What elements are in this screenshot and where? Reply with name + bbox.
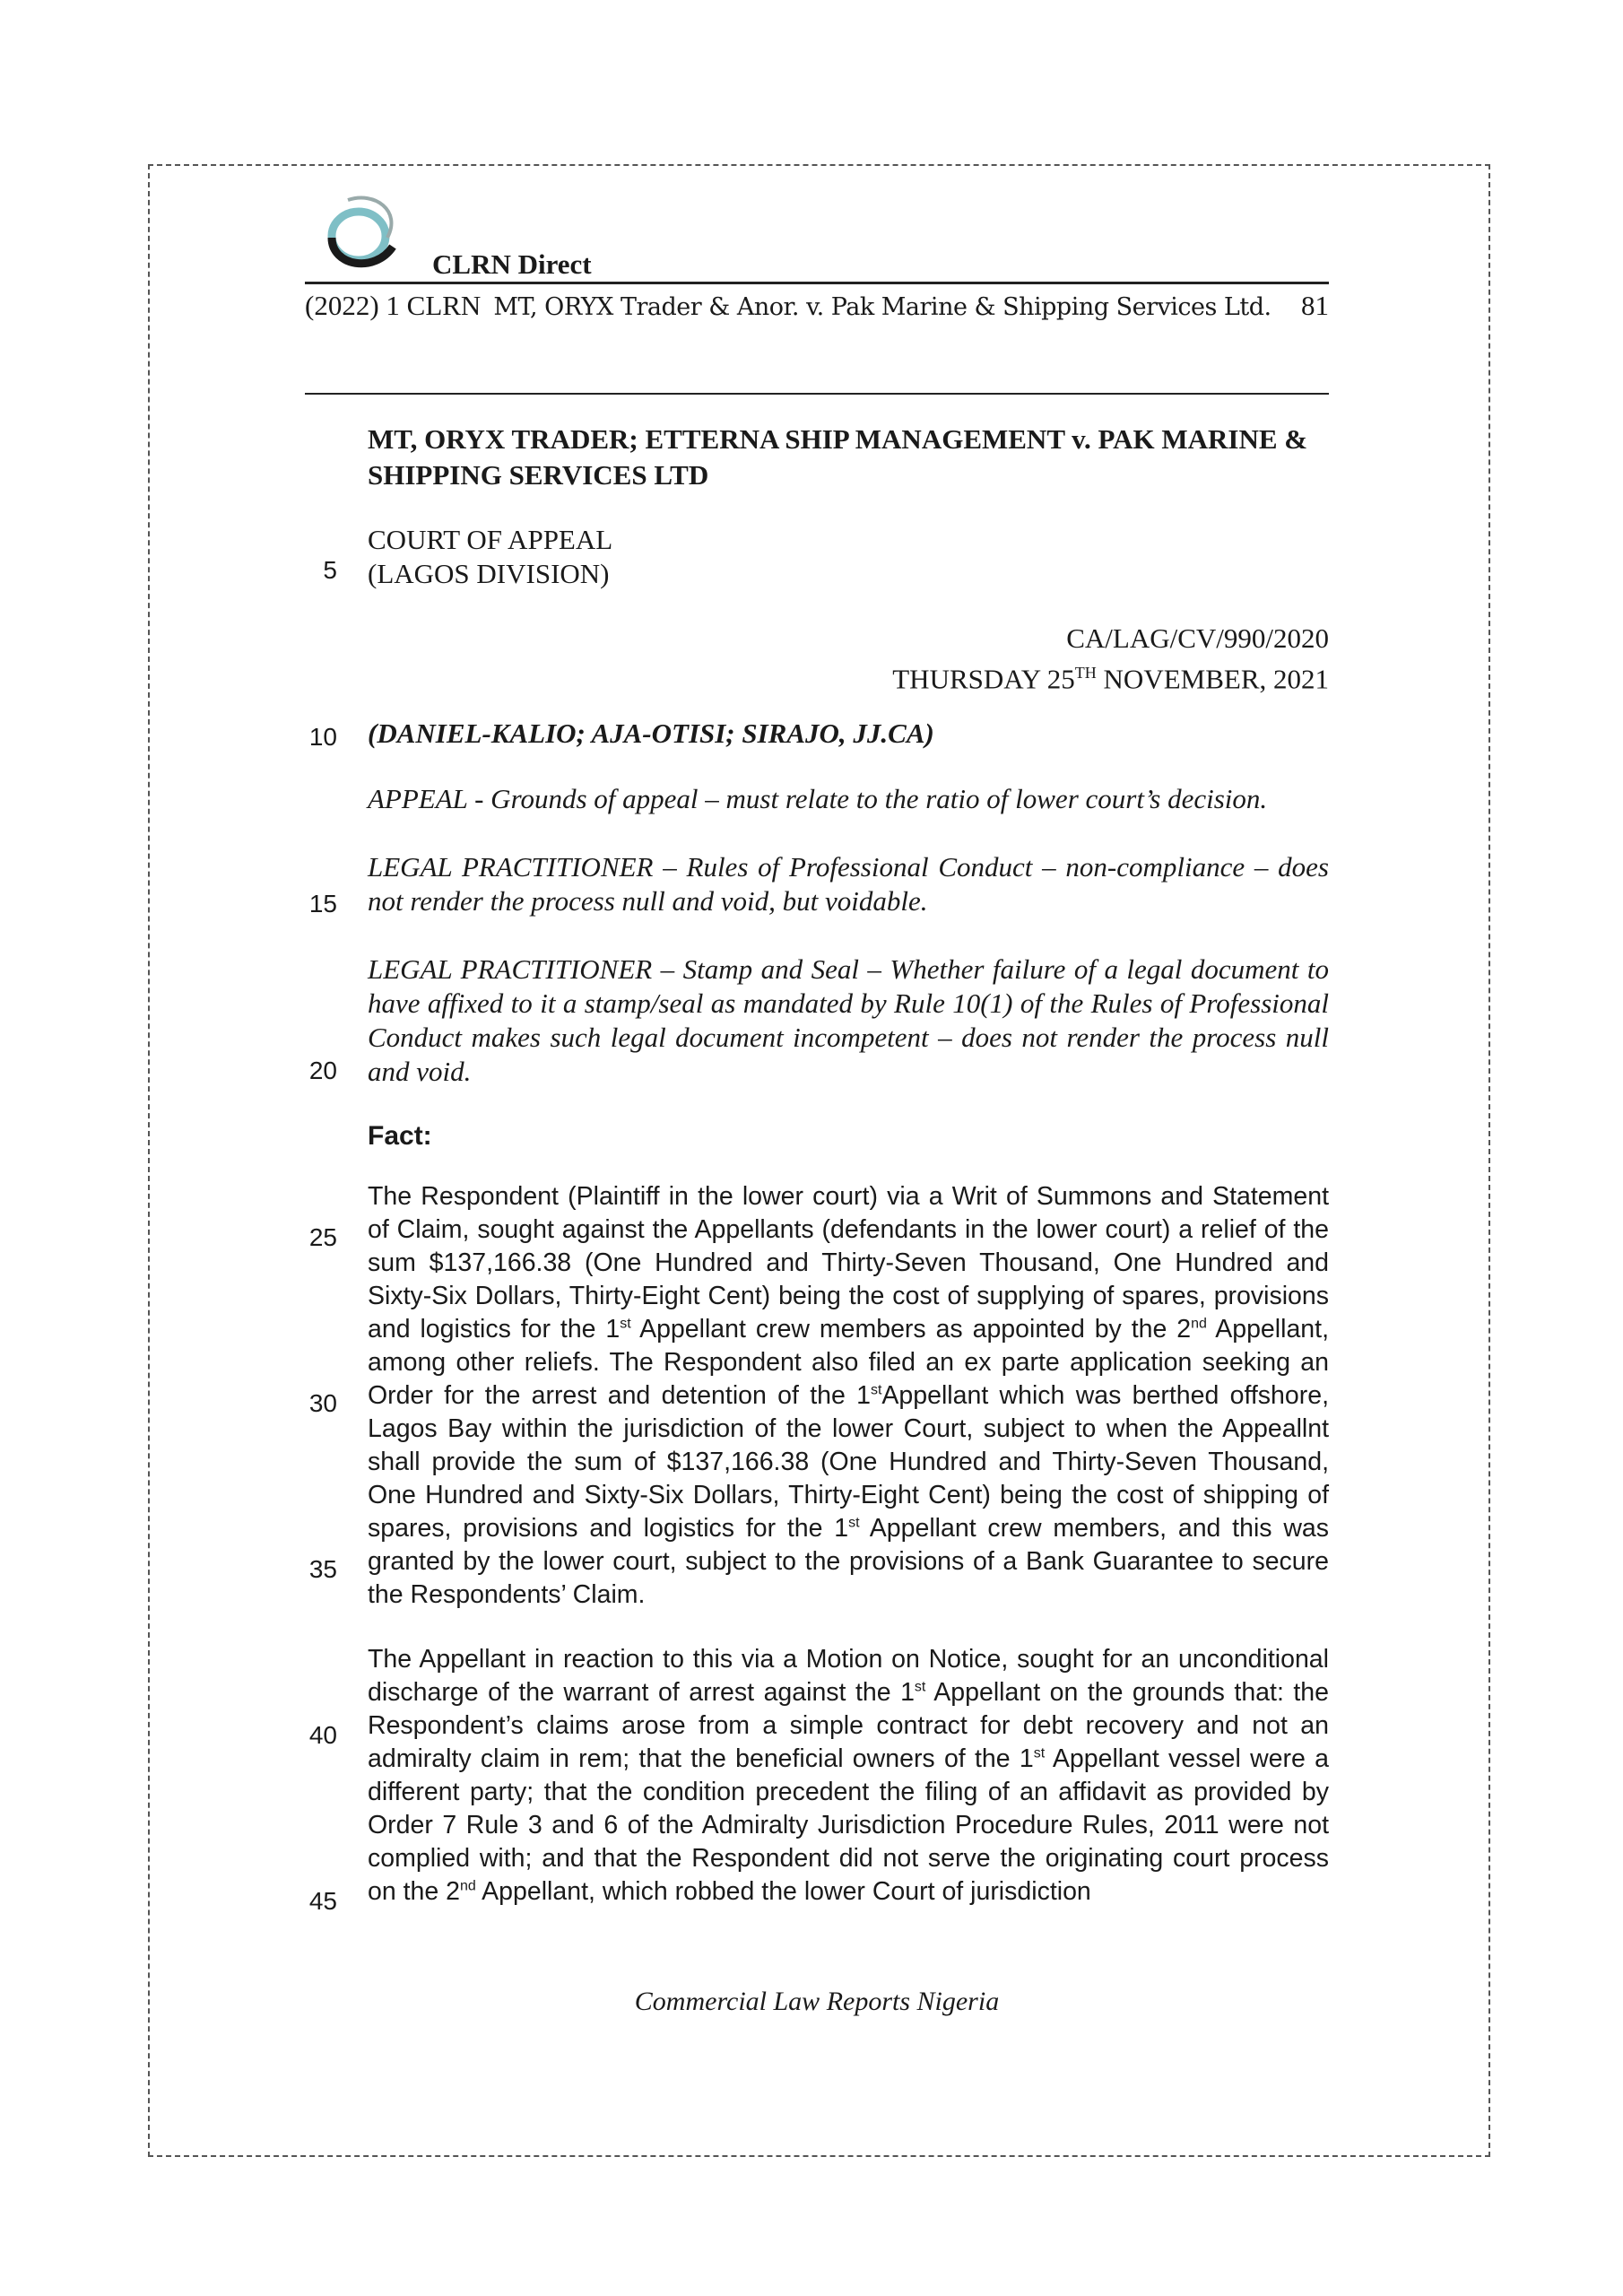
line-number: 25 bbox=[308, 1223, 337, 1251]
case-short-title: MT, ORYX Trader & Anor. v. Pak Marine & Shipping Services Ltd. bbox=[493, 293, 1271, 321]
line-number: 30 bbox=[308, 1389, 337, 1417]
suit-number: CA/LAG/CV/990/2020 bbox=[1066, 622, 1329, 654]
line-number: 5 bbox=[323, 556, 337, 584]
report-citation: (2022) 1 CLRN bbox=[305, 290, 482, 321]
line-number: 35 bbox=[308, 1555, 337, 1583]
facts-heading: Fact: bbox=[368, 1121, 432, 1151]
line-number: 20 bbox=[308, 1057, 337, 1084]
court-line: COURT OF APPEAL bbox=[368, 524, 613, 555]
line-number: 15 bbox=[308, 890, 337, 918]
judgment-date: THURSDAY 25TH NOVEMBER, 2021 bbox=[892, 663, 1329, 695]
headnote: APPEAL - Grounds of appeal – must relate to the ratio of lower court’s decision. bbox=[368, 783, 1268, 814]
headnote: LEGAL PRACTITIONER – Rules of Professional Conduct – non-compliance – does not render the process null and void, but voidable. bbox=[368, 851, 1329, 917]
judges: (DANIEL-KALIO; AJA-OTISI; SIRAJO, JJ.CA) bbox=[368, 718, 934, 749]
section-rule bbox=[305, 393, 1329, 395]
line-number: 10 bbox=[308, 723, 337, 751]
page-number: 81 bbox=[1301, 290, 1329, 321]
line-number: 40 bbox=[308, 1721, 337, 1749]
court-name bbox=[368, 523, 1329, 591]
line-number: 45 bbox=[308, 1887, 337, 1915]
brand-name: CLRN Direct bbox=[432, 248, 592, 280]
headnote: LEGAL PRACTITIONER – Stamp and Seal – Whether failure of a legal document to have affixed to it a stamp/seal as mandated by Rule 10(1) of the Rules of Professional Conduct makes such legal document incompetent – does not render the process null and void. bbox=[368, 953, 1329, 1087]
case-title: MT, ORYX TRADER; ETTERNA SHIP MANAGEMENT v. PAK MARINE & SHIPPING SERVICES LTD bbox=[368, 423, 1308, 491]
facts-paragraph: The Appellant in reaction to this via a Motion on Notice, sought for an unconditional discharge of the warrant of arrest against the 1st Appellant on the grounds that: the Respondent’s claims arose from a simple contract for debt recovery and not an admiralty claim in rem; that the beneficial owners of the 1st Appellant vessel were a different party; that the condition precedent the filing of an affidavit as provided by Order 7 Rule 3 and 6 of the Admiralty Jurisdiction Procedure Rules, 2011 were not complied with; and that the Respondent did not serve the originating court process on the 2nd Appellant, which robbed the lower Court of jurisdiction bbox=[368, 1645, 1329, 1906]
suit-info bbox=[368, 622, 1329, 696]
facts-paragraph: The Respondent (Plaintiff in the lower court) via a Writ of Summons and Statement of Claim, sought against the Appellants (defendants in the lower court) a relief of the sum $137,166.38 (One Hundred and Thirty-Seven Thousand, One Hundred and Sixty-Six Dollars, Thirty-Eight Cent) being the cost of supplying of spares, provisions and logistics for the 1st Appellant crew members as appointed by the 2nd Appellant, among other reliefs. The Respondent also filed an ex parte application seeking an Order for the arrest and detention of the 1stAppellant which was berthed offshore, Lagos Bay within the jurisdiction of the lower Court, subject to when the Appeallnt shall provide the sum of $137,166.38 (One Hundred and Thirty-Seven Thousand, One Hundred and Sixty-Six Dollars, Thirty-Eight Cent) being the cost of shipping of spares, provisions and logistics for the 1st Appellant crew members, and this was granted by the lower court, subject to the provisions of a Bank Guarantee to secure the Respondents’ Claim. bbox=[368, 1182, 1330, 1609]
header-rule bbox=[305, 282, 1329, 284]
footer-publication: Commercial Law Reports Nigeria bbox=[634, 1987, 1000, 2016]
clrn-logo-icon bbox=[312, 184, 411, 283]
court-division: (LAGOS DIVISION) bbox=[368, 558, 610, 589]
running-head bbox=[305, 290, 1329, 322]
